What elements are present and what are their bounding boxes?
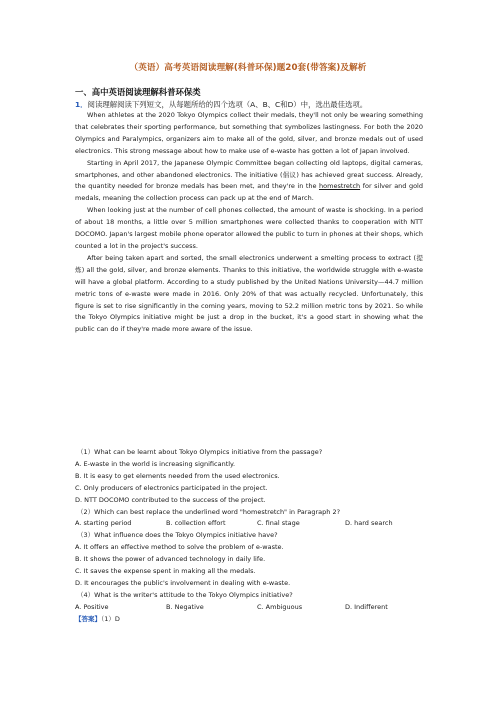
q1-option-c: C. Only producers of electronics participated in the project. [75, 483, 268, 492]
q4-option-c: C. Ambiguous [257, 602, 303, 611]
passage-paragraph-2 [75, 158, 423, 206]
q2-option-b: B. collection effort [166, 519, 226, 528]
question-list [75, 447, 435, 626]
q3-option-d: D. It encourages the public's involvement in dealing with e-waste. [75, 578, 291, 587]
q1-option-d: D. NTT DOCOMO contributed to the success of the project. [75, 495, 266, 504]
q2-option-a: A. starting period [75, 519, 132, 528]
answer-label: 【答案】 [75, 614, 101, 623]
q3-option-b: B. It shows the power of advanced technology in daily life. [75, 555, 266, 564]
question-2-stem: （2）Which can best replace the underlined word "homestretch" in Paragraph 2? [77, 507, 341, 516]
p2-text-b: for silver and gold medals, meaning the collection process can pack up at the end of March. [75, 182, 423, 203]
q2-option-c: C. final stage [257, 519, 300, 528]
q2-option-d: D. hard search [345, 519, 393, 528]
q4-options [75, 602, 435, 614]
document-title: （英语）高考英语阅读理解(科普环保)题20套(带答案)及解析 [129, 63, 367, 73]
question-1-stem: （1）What can be learnt about Tokyo Olympics initiative from the passage? [77, 448, 323, 456]
q3-option-a: A. It offers an effective method to solve the problem of e-waste. [75, 543, 284, 552]
question-4-stem: （4）What is the writer's attitude to the Tokyo Olympics initiative? [77, 590, 293, 599]
answer-value: （1）D [101, 614, 120, 623]
q1-option-a: A. E-waste in the world is increasing significantly. [75, 459, 236, 468]
underlined-word: homestretch [319, 182, 361, 191]
q4-option-d: D. Indifferent [345, 602, 388, 611]
section-heading: 一、高中英语阅读理解科普环保类 [75, 87, 201, 97]
q1-option-b: B. It is easy to get elements needed from the used electronics. [75, 471, 280, 480]
q2-options [75, 518, 435, 530]
p2-text-a: Starting in April 2017, the Japanese Olympic Committee began collecting old laptops, digital cameras, smartphones, and other abandoned electronics. The initiative (倡议) has achieved great success. Already, the quantity needed for bronze medals has been met, and they're in the [75, 158, 423, 191]
instruction-text: 阅读理解阅读下列短文，从每题所给的四个选项（A、B、C和D）中，选出最佳选项。 [87, 100, 368, 109]
q4-option-a: A. Positive [75, 602, 109, 611]
passage-paragraph-4: After being taken apart and sorted, the small electronics underwent a smelting process to extract (提炼) all the gold, silver, and bronze elements. Thanks to this initiative, the worldwide struggle with e-waste will have a global platform. According to a study published by the United Nations University—44.7 million metric tons of e-waste were made in 2016. Only 20% of that was actually recycled. Unfortunately, this figure is set to rise significantly in the coming years, moving to 52.2 million metric tons by 2021. So while the Tokyo Olympics initiative might be just a drop in the bucket, it's a good start in showing what the public can do if they're made more aware of the issue. [75, 253, 423, 334]
question-3-stem: （3）What influence does the Tokyo Olympics initiative have? [77, 531, 278, 540]
passage [75, 110, 423, 336]
passage-paragraph-1: When athletes at the 2020 Tokyo Olympics collect their medals, they'll not only be wearing something that celebrates their sporting performance, but something that symbolizes lastingness. For both the 2020 Olympics and Paralympics, organizers aim to make all of the gold, silver, and bronze medals out of used electronics. This strong message about how to make use of e-waste has gotten a lot of Japan involved. [75, 111, 423, 155]
q4-option-b: B. Negative [166, 602, 204, 611]
q3-option-c: C. It saves the expense spent in making all the medals. [75, 567, 256, 576]
passage-paragraph-3: When looking just at the number of cell phones collected, the amount of waste is shocking. In a period of about 18 months, a little over 5 million smartphones were collected thanks to cooperation with NTT DOCOMO. Japan's largest mobile phone operator allowed the public to turn in phones at their shops, which counted a lot in the project's success. [75, 206, 423, 250]
question-instruction [75, 99, 367, 110]
question-number: 1． [75, 100, 88, 109]
answer-line [75, 614, 435, 626]
